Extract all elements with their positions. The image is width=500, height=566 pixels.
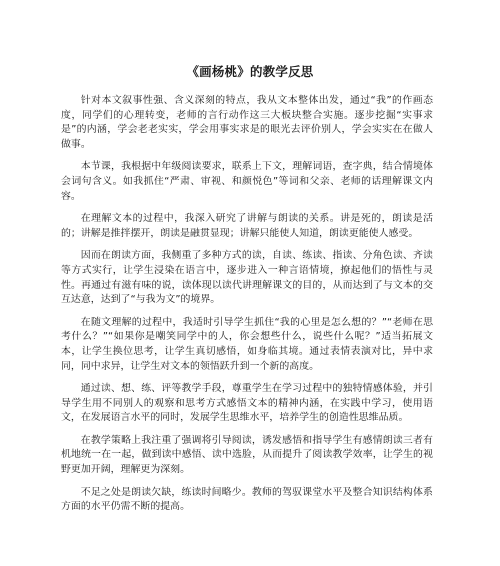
paragraph-5: 在随文理解的过程中，我适时引导学生抓住“我的心里是怎么想的？”“老师在思考什么？”“如果你是嘲笑同学中的人，你会想些什么，说些什么呢？”适当拓展文本，让学生换位思考，让学生真切感悟，如身临其境。通过表情表演对比，异中求同，同中求异，让学生对文本的领悟跃升到一个新的高度。 xyxy=(61,316,433,372)
paragraph-1: 针对本文叙事性强、含义深刻的特点，我从文本整体出发，通过“我”的作画态度，同学们的心理转变，老师的言行动作这三大板块整合实施。逐步挖掘“实事求是”的内涵，学会老老实实，学会用事实求是的眼光去评价别人，学会实实在在做人做事。 xyxy=(61,95,433,150)
paragraph-8: 不足之处是朗读欠缺，练读时间略少。教师的驾驭课堂水平及整合知识结构体系方面的水平仍需不断的提高。 xyxy=(61,486,433,513)
document-body xyxy=(61,94,433,523)
paragraph-6: 通过读、想、练、评等教学手段，尊重学生在学习过程中的独特情感体验，并引导学生用不同别人的观察和思考方式感悟文本的精神内涵，在实践中学习，使用语文，在发展语言水平的同时，发展学生思维水平，培养学生的创造性思维品质。 xyxy=(61,383,433,424)
paragraph-3: 在理解文本的过程中，我深入研究了讲解与朗读的关系。讲是死的，朗读是活的；讲解是推拌摆开，朗读是融贯显现；讲解只能使人知道，朗读更能使人感受。 xyxy=(61,213,433,239)
paragraph-4: 因而在朗读方面，我侧重了多种方式的读，自读、练读、指读、分角色读、齐读等方式实行，让学生浸染在语言中，逐步进入一种言语情境，撩起他们的悟性与灵性。再通过有滋有味的说，读体现以读代讲理解课文的目的，从而达到了与文本的交互达意，达到了“与我为文”的境界。 xyxy=(61,250,433,306)
paragraph-2: 本节课，我根据中年级阅读要求，联系上下文，理解词语，查字典，结合情境体会词句含义。如我抓住“严肃、审视、和颜悦色”等词和父亲、老师的话理解课文内容。 xyxy=(61,161,433,202)
document-title: 《画杨桃》的教学反思 xyxy=(186,64,314,79)
paragraph-7: 在教学策略上我注重了强调将引导阅读，诱发感悟和指导学生有感情朗读三者有机地统一在一起，做到读中感悟、读中选脸，从而提升了阅读教学效率，让学生的视野更加开阔，理解更为深刻。 xyxy=(61,434,433,476)
